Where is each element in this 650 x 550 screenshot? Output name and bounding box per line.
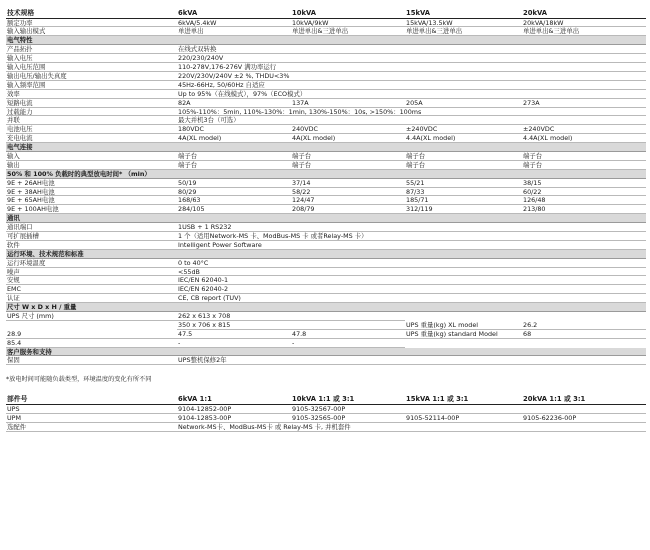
row-label: 安规 — [6, 276, 177, 285]
column-header: 20kVA — [522, 9, 646, 19]
row-value: 10kVA/9kW — [291, 19, 405, 28]
row-value: 单进单出&三进单出 — [291, 27, 405, 36]
row-value: 80/29 — [177, 188, 291, 197]
row-value: 273A — [522, 99, 646, 108]
column-header: 10kVA — [291, 9, 405, 19]
row-label: 充电电流 — [6, 134, 177, 143]
row-value: Intelligent Power Software — [177, 241, 646, 250]
row-label: 保固 — [6, 356, 177, 365]
row-value: 262 x 613 x 708 — [177, 312, 405, 321]
row-label: UPS 尺寸 (mm) — [6, 312, 177, 321]
row-value: 4A(XL model) — [177, 134, 291, 143]
row-value: Up to 95%（在线模式），97%（ECO模式） — [177, 90, 646, 99]
part-number: 9105-32565-00P — [291, 414, 405, 423]
row-label: 输出 — [6, 161, 177, 170]
row-value: 端子台 — [405, 152, 522, 161]
row-value: 在线式双转换 — [177, 45, 646, 54]
row-value: 185/71 — [405, 196, 522, 205]
part-number: 9104-12853-00P — [177, 414, 291, 423]
row-value: 85.4 — [6, 339, 177, 348]
row-value: 47.8 — [291, 330, 405, 339]
row-label: 运行环境温度 — [6, 259, 177, 268]
row-value: 15kVA/13.5kW — [405, 19, 522, 28]
row-value: 45Hz-66Hz, 50/60Hz 自适应 — [177, 81, 646, 90]
row-label: 效率 — [6, 90, 177, 99]
column-header: 15kVA — [405, 9, 522, 19]
column-header: 15kVA 1:1 或 3:1 — [405, 395, 522, 405]
row-value: 26.2 — [522, 321, 646, 330]
row-value: - — [291, 339, 405, 348]
row-label: UPM — [6, 414, 177, 423]
row-value: 110-278V,176-276V 满功率运行 — [177, 63, 646, 72]
row-label: 电池电压 — [6, 125, 177, 134]
parts-table — [6, 395, 646, 431]
row-label: 输入电压范围 — [6, 63, 177, 72]
row-value: ±240VDC — [522, 125, 646, 134]
row-value: Network-MS卡、ModBus-MS卡 或 Relay-MS 卡, 并机套件 — [177, 423, 646, 432]
row-value: 50/19 — [177, 179, 291, 188]
row-label: 产品拓扑 — [6, 45, 177, 54]
row-value: ±240VDC — [405, 125, 522, 134]
row-value: 端子台 — [291, 161, 405, 170]
row-value: 208/79 — [291, 205, 405, 214]
row-value: 单进单出&三进单出 — [405, 27, 522, 36]
row-label: 选配件 — [6, 423, 177, 432]
row-label: UPS 重量(kg) standard Model — [405, 330, 522, 339]
row-value: UPS整机保修2年 — [177, 356, 646, 365]
row-label: 输出电压/输出失真度 — [6, 72, 177, 81]
row-value: 4.4A(XL model) — [405, 134, 522, 143]
row-value: 124/47 — [291, 196, 405, 205]
row-value: 1 个（适用Network-MS 卡、ModBus-MS 卡 或者Relay-MS 卡） — [177, 232, 646, 241]
row-value: 端子台 — [177, 161, 291, 170]
row-value: 6kVA/5.4kW — [177, 19, 291, 28]
section-title: 尺寸 W x D x H / 重量 — [6, 303, 646, 312]
row-value: 180VDC — [177, 125, 291, 134]
section-title: 通讯 — [6, 214, 646, 223]
column-header: 10kVA 1:1 或 3:1 — [291, 395, 405, 405]
row-label: 过载能力 — [6, 108, 177, 117]
section-title: 客户服务和支持 — [6, 348, 646, 357]
row-value: 168/63 — [177, 196, 291, 205]
row-label: 通讯端口 — [6, 223, 177, 232]
row-value: 4A(XL model) — [291, 134, 405, 143]
row-label: 噪声 — [6, 268, 177, 277]
row-label: 9E + 38AH电池 — [6, 188, 177, 197]
row-label: 可扩展插槽 — [6, 232, 177, 241]
row-value: 28.9 — [6, 330, 177, 339]
row-label: 认证 — [6, 294, 177, 303]
section-title: 电气连接 — [6, 143, 646, 152]
row-value: 1USB + 1 RS232 — [177, 223, 646, 232]
part-number: 9105-52114-00P — [405, 414, 522, 423]
section-title: 运行环境、技术规范和标准 — [6, 250, 646, 259]
spec-header-title: 技术规格 — [6, 9, 177, 19]
row-label: 短路电流 — [6, 99, 177, 108]
row-label: 9E + 26AH电池 — [6, 179, 177, 188]
row-value: 205A — [405, 99, 522, 108]
column-header: 6kVA — [177, 9, 291, 19]
row-value: 220/230/240V — [177, 54, 646, 63]
row-value: 60/22 — [522, 188, 646, 197]
row-value: 55/21 — [405, 179, 522, 188]
row-value: 47.5 — [177, 330, 291, 339]
row-value: <55dB — [177, 268, 646, 277]
row-value: 284/105 — [177, 205, 291, 214]
part-number: 9105-32567-00P — [291, 405, 405, 414]
row-value: 4.4A(XL model) — [522, 134, 646, 143]
footnote: *放电时间可能随负载类型，环境温度的变化有所不同 — [6, 376, 152, 384]
row-value: 端子台 — [522, 152, 646, 161]
row-value: 单进单出 — [177, 27, 291, 36]
row-value: 端子台 — [405, 161, 522, 170]
row-value: 82A — [177, 99, 291, 108]
row-value: 最大并机3台（可选） — [177, 116, 646, 125]
row-value: 220V/230V/240V ±2 %, THDU<3% — [177, 72, 646, 81]
row-value: 38/15 — [522, 179, 646, 188]
part-number: 9105-62236-00P — [522, 414, 646, 423]
row-value: - — [177, 339, 291, 348]
row-value: 0 to 40°C — [177, 259, 646, 268]
part-number — [405, 405, 522, 414]
row-label: 9E + 65AH电池 — [6, 196, 177, 205]
row-label: 软件 — [6, 241, 177, 250]
row-value: 126/48 — [522, 196, 646, 205]
row-value: 58/22 — [291, 188, 405, 197]
row-value: IEC/EN 62040-2 — [177, 285, 646, 294]
row-label: 9E + 100AH电池 — [6, 205, 177, 214]
column-header: 20kVA 1:1 或 3:1 — [522, 395, 646, 405]
row-label: UPS — [6, 405, 177, 414]
row-value: 单进单出&三进单出 — [522, 27, 646, 36]
row-value: 240VDC — [291, 125, 405, 134]
row-value: 20kVA/18kW — [522, 19, 646, 28]
row-label: 额定功率 — [6, 19, 177, 28]
row-label: UPS 重量(kg) XL model — [405, 321, 522, 330]
part-number: 9104-12852-00P — [177, 405, 291, 414]
part-number — [522, 405, 646, 414]
row-value: 350 x 706 x 815 — [177, 321, 405, 330]
row-label: 输入频率范围 — [6, 81, 177, 90]
row-value: 端子台 — [177, 152, 291, 161]
row-value: 端子台 — [522, 161, 646, 170]
spec-table — [6, 9, 646, 365]
row-value: 137A — [291, 99, 405, 108]
row-value: 68 — [522, 330, 646, 339]
column-header: 6kVA 1:1 — [177, 395, 291, 405]
section-title: 50% 和 100% 负载时的典型放电时间* （min） — [6, 170, 646, 179]
section-title: 电气特性 — [6, 36, 646, 45]
row-value: 37/14 — [291, 179, 405, 188]
parts-header-title: 部件号 — [6, 395, 177, 405]
row-label: 并联 — [6, 116, 177, 125]
row-label: 输入 — [6, 152, 177, 161]
row-value: 312/119 — [405, 205, 522, 214]
row-value: 105%-110%：5min, 110%-130%：1min, 130%-150%：10s, >150%：100ms — [177, 108, 646, 117]
row-label: 输入输出模式 — [6, 27, 177, 36]
row-value: 端子台 — [291, 152, 405, 161]
row-value: CE, CB report (TUV) — [177, 294, 646, 303]
row-value: 87/33 — [405, 188, 522, 197]
row-label: 输入电压 — [6, 54, 177, 63]
row-label: EMC — [6, 285, 177, 294]
row-value: IEC/EN 62040-1 — [177, 276, 646, 285]
row-value: 213/80 — [522, 205, 646, 214]
